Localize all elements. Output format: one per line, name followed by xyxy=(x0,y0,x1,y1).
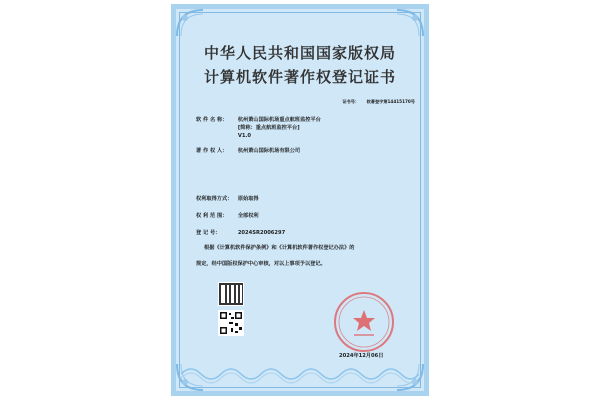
software-name-line-3: V1.0 xyxy=(237,133,252,139)
software-name-line-1: 杭州萧山国际机场重点航班监控平台 xyxy=(237,117,321,123)
statement-line-2: 规定，经中国版权保护中心审核，对以上事项予以登记。 xyxy=(196,261,326,267)
decorative-wave-border-icon xyxy=(181,362,419,384)
rights-scope-value: 全部权利 xyxy=(237,213,259,219)
copyright-owner-value: 杭州萧山国际机场有限公司 xyxy=(237,148,301,154)
certificate-number xyxy=(342,99,415,105)
registration-number-value: 2024SR2006297 xyxy=(237,230,286,236)
software-name-line-2: [简称：重点航班监控平台] xyxy=(237,125,300,131)
rights-scope-label: 权 利 范 围： xyxy=(196,213,228,219)
certificate-number-value: 软著登字第14415170号 xyxy=(366,99,415,104)
corner-ornament-icon xyxy=(395,8,425,38)
acquire-method-row xyxy=(196,195,259,203)
rights-scope-row xyxy=(196,212,259,220)
qr-code-icon xyxy=(218,282,244,336)
copyright-owner-row xyxy=(196,147,300,155)
software-name-row xyxy=(196,116,321,140)
acquire-method-value: 原始取得 xyxy=(237,196,259,202)
acquire-method-label: 权利取得方式： xyxy=(196,196,233,202)
certificate xyxy=(171,4,429,396)
certificate-number-label: 证书号： xyxy=(342,99,360,104)
registration-number-row xyxy=(196,229,285,237)
issue-date: 2024年12月06日 xyxy=(339,353,384,359)
software-name-value xyxy=(238,116,321,140)
statement-line-1: 根据《计算机软件保护条例》和《计算机软件著作权登记办法》的 xyxy=(204,245,355,251)
copyright-owner-label: 著 作 权 人： xyxy=(196,148,228,154)
registration-number-label: 登 记 号： xyxy=(196,230,221,236)
certificate-title-line-2: 计算机软件著作权登记证书 xyxy=(203,68,396,86)
certificate-title-line-1: 中华人民共和国国家版权局 xyxy=(203,44,396,62)
software-name-label: 软 件 名 称： xyxy=(196,117,228,123)
corner-ornament-icon xyxy=(175,8,205,38)
official-seal-icon xyxy=(332,290,396,354)
